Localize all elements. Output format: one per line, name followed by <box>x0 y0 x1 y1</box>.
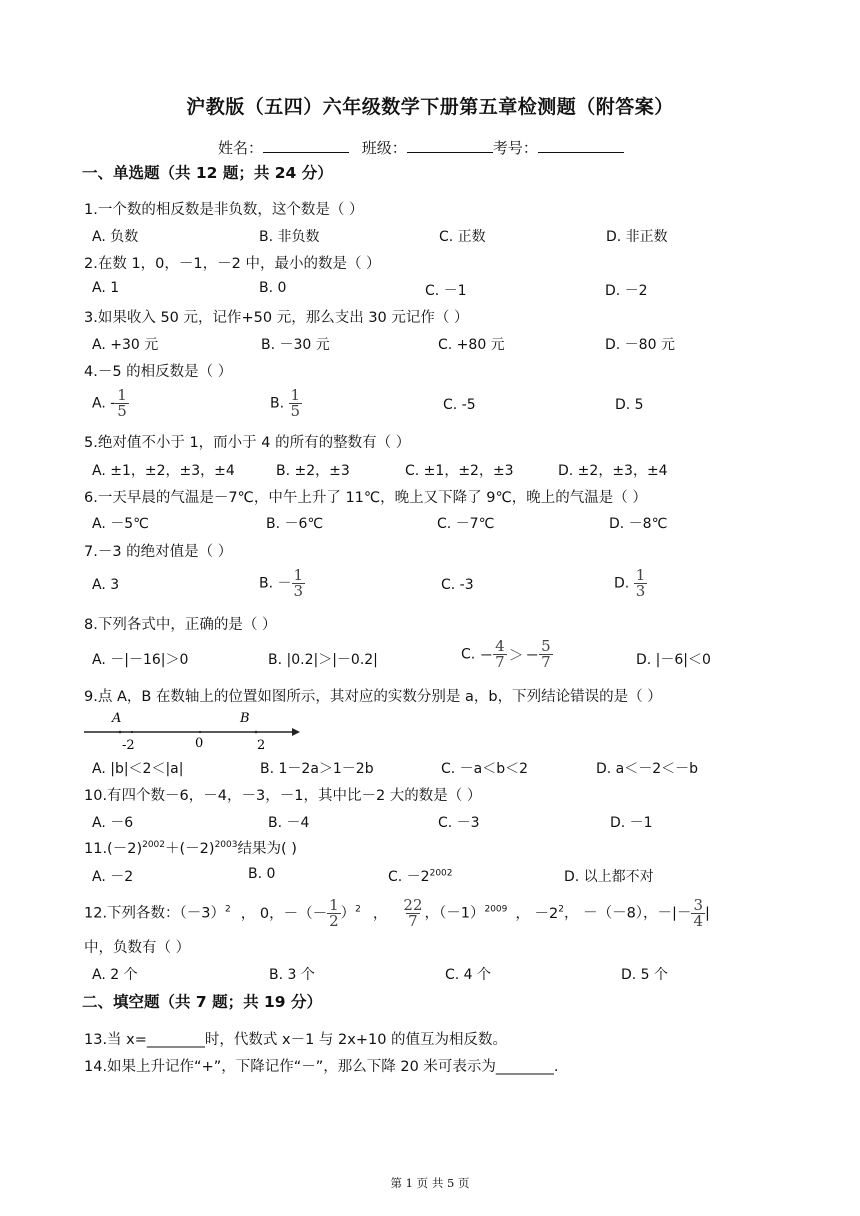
fraction-denominator: 5 <box>290 402 301 420</box>
q10-option-a: A. －6 <box>92 815 134 831</box>
q11-text-part: 11.(－2) <box>84 841 143 857</box>
question-9: 9.点 A，B 在数轴上的位置如图所示，其对应的实数分别是 a，b，下列结论错误的是（ ） <box>84 689 662 705</box>
fraction-numerator: 4 <box>495 637 505 655</box>
point-b-dot <box>255 731 258 734</box>
q4-option-b-label: B. <box>270 395 289 412</box>
q12-option-c: C. 4 个 <box>445 967 492 983</box>
q12-text-part: 12.下列各数：（－3） <box>84 905 226 922</box>
fraction <box>289 388 303 419</box>
q4-option-a <box>92 388 129 419</box>
fraction-numerator: 1 <box>635 566 646 584</box>
q2-option-d: D. －2 <box>605 283 648 299</box>
q6-option-a: A. －5℃ <box>92 516 149 532</box>
exponent: 2003 <box>214 840 238 851</box>
question-7: 7.－3 的绝对值是（ ） <box>84 544 233 560</box>
fraction-denominator: 7 <box>495 653 505 671</box>
fraction-denominator: 2 <box>329 912 339 930</box>
q7-option-b-label: B. － <box>259 575 292 592</box>
q3-option-a: A. +30 元 <box>92 337 159 353</box>
question-2: 2.在数 1，0，－1，－2 中，最小的数是（ ） <box>84 256 381 272</box>
point-b-label: B <box>240 711 250 726</box>
q12-text-part: ） <box>340 905 356 922</box>
page-title: 沪教版（五四）六年级数学下册第五章检测题（附答案） <box>186 96 674 118</box>
exponent: 2 <box>355 904 361 915</box>
fraction <box>327 898 341 929</box>
q9-option-c: C. －a＜b＜2 <box>441 761 529 777</box>
q12-option-b: B. 3 个 <box>269 967 315 983</box>
question-14: 14.如果上升记作“+”，下降记作“－”，那么下降 20 米可表示为________. <box>84 1059 559 1075</box>
q12-option-d: D. 5 个 <box>621 967 669 983</box>
question-3: 3.如果收入 50 元，记作+50 元，那么支出 30 元记作（ ） <box>84 310 469 326</box>
q9-option-b: B. 1－2a＞1－2b <box>260 761 374 777</box>
q7-option-c: C. -3 <box>441 577 474 593</box>
q5-option-b: B. ±2，±3 <box>276 463 350 479</box>
fraction-denominator: 3 <box>293 582 304 600</box>
q4-option-b <box>270 388 302 419</box>
exponent: 2 <box>558 904 564 915</box>
class-blank <box>407 138 493 153</box>
fraction-denominator: 4 <box>693 912 703 930</box>
q10-option-c: C. －3 <box>438 815 480 831</box>
q1-option-b: B. 非负数 <box>259 229 320 245</box>
q2-option-b: B. 0 <box>259 280 287 296</box>
q4-option-c: C. -5 <box>443 397 476 413</box>
fraction-numerator: 5 <box>541 637 551 655</box>
class-label: 班级： <box>361 139 407 157</box>
question-6: 6.一天早晨的气温是－7℃，中午上升了 11℃，晚上又下降了 9℃，晚上的气温是（ ） <box>84 490 647 506</box>
fraction-denominator: 7 <box>541 653 551 671</box>
exponent: 2002 <box>142 840 166 851</box>
number-line-figure <box>82 708 302 756</box>
q1-option-c: C. 正数 <box>439 229 486 245</box>
q6-option-b: B. －6℃ <box>266 516 324 532</box>
q3-option-b: B. －30 元 <box>261 337 330 353</box>
q4-option-d: D. 5 <box>615 397 644 413</box>
question-10: 10.有四个数－6，－4，－3，－1，其中比－2 大的数是（ ） <box>84 788 482 804</box>
question-12 <box>84 898 710 929</box>
q2-option-a: A. 1 <box>92 280 120 296</box>
name-label: 姓名： <box>218 139 264 157</box>
exponent: 2002 <box>429 868 453 879</box>
q12-text-part: ， <box>372 905 388 922</box>
q12-text-part: ， －2 <box>515 905 559 922</box>
q12-text-part: ， －（－8），－|－ <box>563 905 692 922</box>
fraction-numerator: 1 <box>117 386 127 404</box>
q2-option-c: C. －1 <box>425 283 467 299</box>
q11-text-part: 结果为( ) <box>237 841 297 857</box>
q3-option-c: C. +80 元 <box>438 337 505 353</box>
q1-option-a: A. 负数 <box>92 229 139 245</box>
student-info-line <box>218 137 624 158</box>
q9-option-a: A. |b|＜2＜|a| <box>92 761 184 777</box>
q10-option-d: D. －1 <box>610 815 653 831</box>
q7-option-a: A. 3 <box>92 577 120 593</box>
id-label: 考号： <box>492 139 538 157</box>
q6-option-c: C. －7℃ <box>437 516 495 532</box>
question-12-line-2: 中，负数有（ ） <box>84 940 191 956</box>
q12-text-part: ， 0，－（－ <box>240 905 328 922</box>
arrow-head-icon <box>292 728 300 736</box>
section-heading-single-choice: 一、单选题（共 12 题；共 24 分） <box>82 164 333 182</box>
question-5: 5.绝对值不小于 1，而小于 4 的所有的整数有（ ） <box>84 435 411 451</box>
minus-sign: − <box>525 645 540 664</box>
point-a-label: A <box>112 711 122 726</box>
q7-option-d-label: D. <box>614 575 634 592</box>
q8-option-c-label: C. <box>461 646 480 663</box>
name-blank <box>263 138 349 153</box>
q8-option-c <box>461 639 553 670</box>
q6-option-d: D. －8℃ <box>609 516 668 532</box>
fraction <box>539 639 553 670</box>
fraction-numerator: 1 <box>293 566 304 584</box>
tick-label-0: 0 <box>195 736 204 751</box>
q5-option-a: A. ±1，±2，±3，±4 <box>92 463 235 479</box>
q7-option-d <box>614 568 647 599</box>
q5-option-d: D. ±2，±3，±4 <box>558 463 668 479</box>
q11-text-part: ＋(－2) <box>165 841 215 857</box>
q9-option-d: D. a＜－2＜－b <box>596 761 699 777</box>
q1-option-d: D. 非正数 <box>606 229 668 245</box>
q12-text-part: | <box>705 905 710 922</box>
fraction <box>401 898 424 929</box>
question-1: 1.一个数的相反数是非负数，这个数是（ ） <box>84 202 364 218</box>
fraction-numerator: 3 <box>693 896 703 914</box>
greater-than-sign: ＞ <box>508 646 524 664</box>
question-11 <box>84 837 297 858</box>
question-8: 8.下列各式中，正确的是（ ） <box>84 617 277 633</box>
fraction-denominator: 3 <box>635 582 646 600</box>
fraction-numerator: 1 <box>290 386 301 404</box>
q8-option-d: D. |－6|＜0 <box>636 652 711 668</box>
fraction-numerator: 1 <box>329 896 339 914</box>
q8-option-a: A. －|－16|＞0 <box>92 652 189 668</box>
q7-option-b <box>259 568 305 599</box>
q10-option-b: B. －4 <box>268 815 310 831</box>
fraction-denominator: 7 <box>408 912 418 930</box>
minus-sign: − <box>479 645 494 664</box>
fraction-numerator: 22 <box>403 896 423 914</box>
q11-option-b: B. 0 <box>248 866 276 882</box>
q5-option-c: C. ±1，±2，±3 <box>405 463 514 479</box>
q11-option-c-text: C. －2 <box>388 869 430 885</box>
id-blank <box>538 138 624 153</box>
q8-option-b: B. |0.2|＞|－0.2| <box>268 652 378 668</box>
question-4: 4.－5 的相反数是（ ） <box>84 364 233 380</box>
exponent: 2 <box>225 904 231 915</box>
fraction <box>634 568 648 599</box>
q11-option-d: D. 以上都不对 <box>564 869 654 885</box>
fraction-denominator: 5 <box>117 402 127 420</box>
fraction <box>493 639 507 670</box>
q11-option-c <box>388 866 453 886</box>
tick-0 <box>199 731 201 733</box>
q12-option-a: A. 2 个 <box>92 967 138 983</box>
fraction <box>691 898 705 929</box>
section-heading-fill-in: 二、填空题（共 7 题；共 19 分） <box>82 993 322 1011</box>
point-a-dot <box>119 731 122 734</box>
tick-label-2: 2 <box>257 738 266 753</box>
q4-option-a-label: A. - <box>92 395 116 412</box>
exponent: 2009 <box>484 904 508 915</box>
tick-label-minus-2: -2 <box>122 738 135 753</box>
fraction <box>292 568 306 599</box>
tick-minus-2 <box>131 731 133 733</box>
fraction <box>115 388 129 419</box>
page-footer: 第 1 页 共 5 页 <box>390 1176 470 1190</box>
question-13: 13.当 x=________时，代数式 x－1 与 2x+10 的值互为相反数。 <box>84 1032 508 1048</box>
q3-option-d: D. －80 元 <box>605 337 675 353</box>
q12-text-part: ，（－1） <box>424 905 485 922</box>
q11-option-a: A. －2 <box>92 869 134 885</box>
